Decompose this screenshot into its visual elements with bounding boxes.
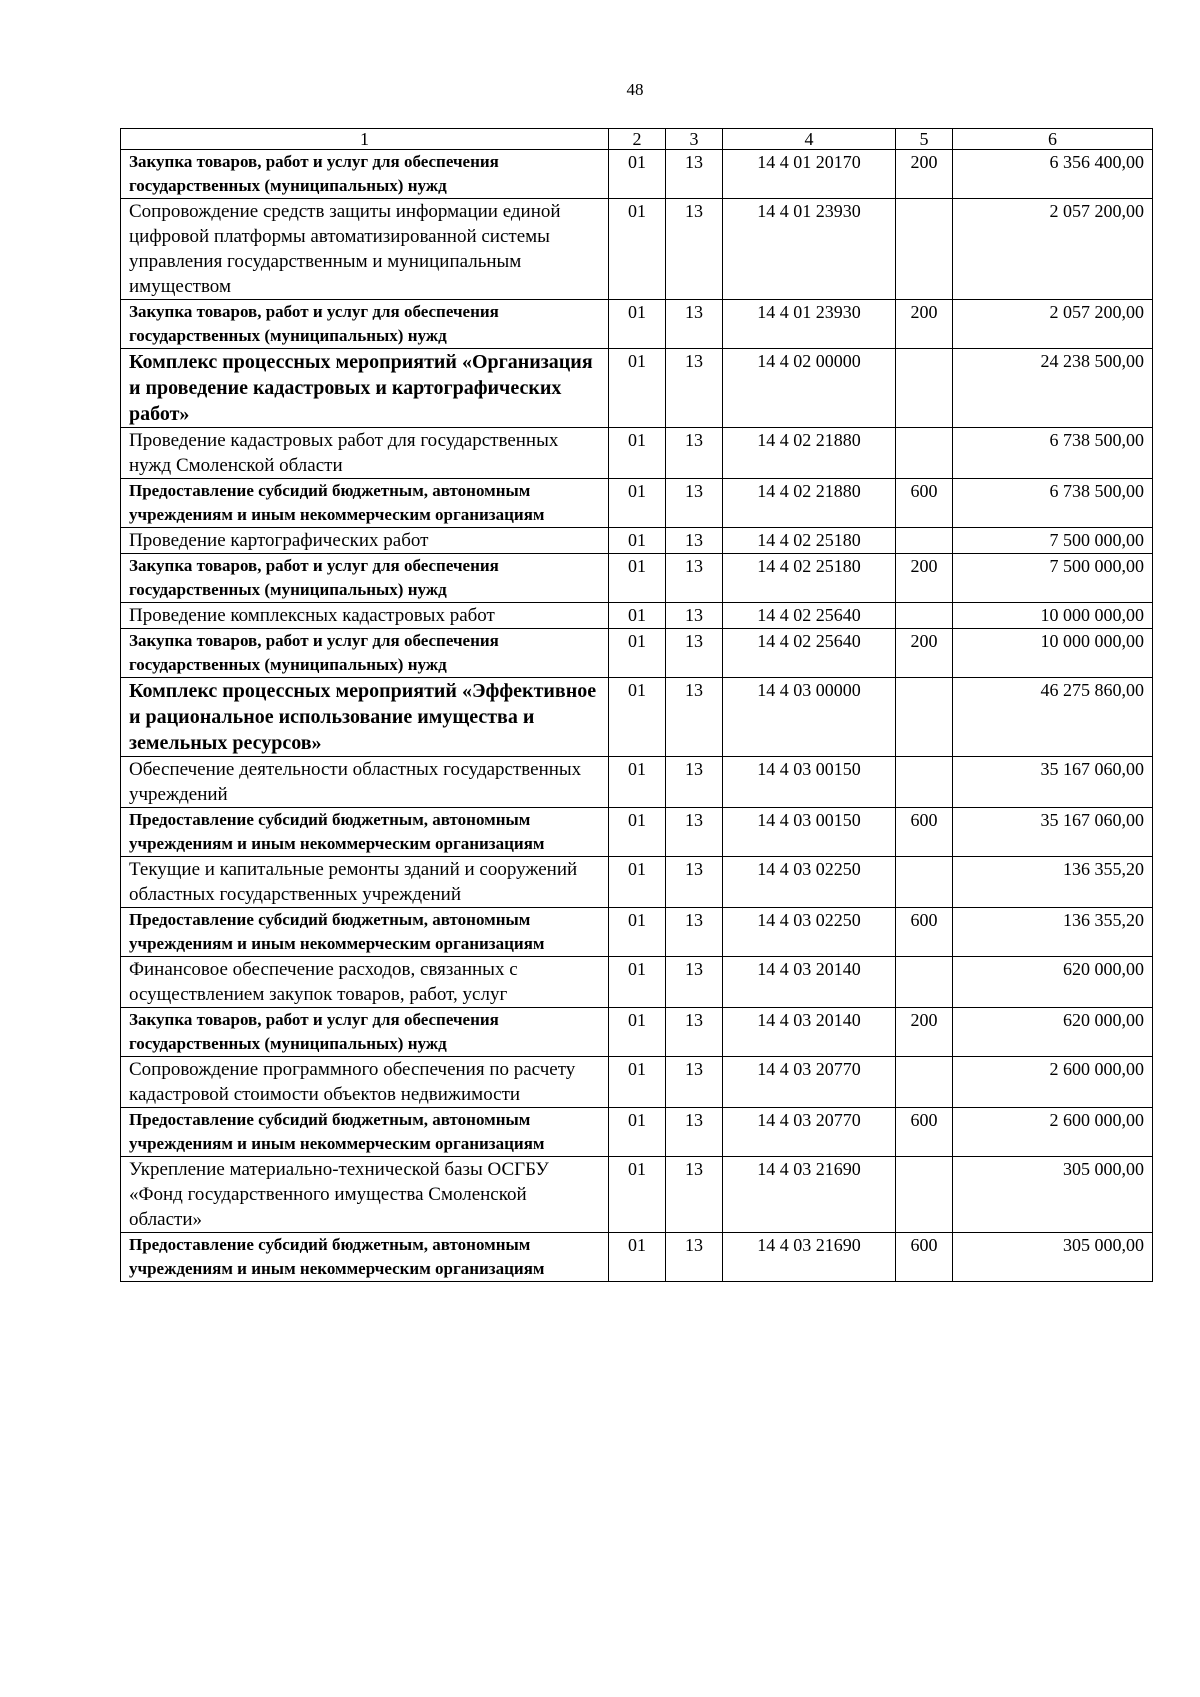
table-row [121,1057,1153,1108]
table-row [121,908,1153,957]
row-target-code-cell: 14 4 01 20170 [723,150,896,199]
row-amount-cell: 6 356 400,00 [953,150,1153,199]
row-subsection-cell: 13 [666,1008,723,1057]
row-name-cell: Комплекс процессных мероприятий «Эффективное и рациональное использование имущества и земельных ресурсов» [121,678,609,757]
row-target-code-cell: 14 4 02 25640 [723,603,896,629]
row-target-code-cell: 14 4 02 21880 [723,479,896,528]
row-target-code-cell: 14 4 03 21690 [723,1157,896,1233]
row-section-cell: 01 [609,857,666,908]
row-target-code-cell: 14 4 03 00150 [723,757,896,808]
table-row [121,349,1153,428]
row-expense-type-cell: 600 [896,479,953,528]
row-amount-cell: 24 238 500,00 [953,349,1153,428]
row-expense-type-cell: 600 [896,1108,953,1157]
page-number: 48 [626,80,644,99]
row-name-cell: Предоставление субсидий бюджетным, автономным учреждениям и иным некоммерческим организациям [121,908,609,957]
row-expense-type-cell: 600 [896,1233,953,1282]
budget-table [120,128,1153,1282]
row-subsection-cell: 13 [666,528,723,554]
row-section-cell: 01 [609,428,666,479]
row-subsection-cell: 13 [666,1108,723,1157]
row-section-cell: 01 [609,678,666,757]
row-section-cell: 01 [609,603,666,629]
column-header-1: 1 [121,129,609,150]
row-amount-cell: 7 500 000,00 [953,554,1153,603]
row-amount-cell: 2 600 000,00 [953,1057,1153,1108]
row-expense-type-cell: 200 [896,1008,953,1057]
table-row [121,199,1153,300]
row-target-code-cell: 14 4 01 23930 [723,199,896,300]
row-subsection-cell: 13 [666,150,723,199]
row-expense-type-cell: 200 [896,554,953,603]
row-name-cell: Сопровождение средств защиты информации единой цифровой платформы автоматизированной системы управления государственным и муниципальным имуществом [121,199,609,300]
row-section-cell: 01 [609,300,666,349]
row-amount-cell: 6 738 500,00 [953,428,1153,479]
row-amount-cell: 2 600 000,00 [953,1108,1153,1157]
row-amount-cell: 620 000,00 [953,1008,1153,1057]
row-amount-cell: 136 355,20 [953,857,1153,908]
column-header-6: 6 [953,129,1153,150]
row-section-cell: 01 [609,757,666,808]
row-section-cell: 01 [609,808,666,857]
row-section-cell: 01 [609,629,666,678]
row-name-cell: Предоставление субсидий бюджетным, автономным учреждениям и иным некоммерческим организациям [121,479,609,528]
row-target-code-cell: 14 4 03 02250 [723,857,896,908]
column-number-row [121,129,1153,150]
row-section-cell: 01 [609,1233,666,1282]
table-row [121,1008,1153,1057]
row-expense-type-cell [896,1157,953,1233]
row-target-code-cell: 14 4 03 00000 [723,678,896,757]
row-expense-type-cell: 200 [896,629,953,678]
row-target-code-cell: 14 4 03 20770 [723,1057,896,1108]
row-expense-type-cell [896,678,953,757]
row-amount-cell: 6 738 500,00 [953,479,1153,528]
row-section-cell: 01 [609,957,666,1008]
row-amount-cell: 35 167 060,00 [953,808,1153,857]
row-section-cell: 01 [609,528,666,554]
row-section-cell: 01 [609,1057,666,1108]
row-amount-cell: 305 000,00 [953,1157,1153,1233]
row-expense-type-cell [896,428,953,479]
row-target-code-cell: 14 4 02 25180 [723,554,896,603]
row-subsection-cell: 13 [666,1057,723,1108]
row-amount-cell: 10 000 000,00 [953,629,1153,678]
column-header-2: 2 [609,129,666,150]
row-name-cell: Закупка товаров, работ и услуг для обеспечения государственных (муниципальных) нужд [121,1008,609,1057]
row-expense-type-cell [896,603,953,629]
row-subsection-cell: 13 [666,199,723,300]
row-name-cell: Закупка товаров, работ и услуг для обеспечения государственных (муниципальных) нужд [121,629,609,678]
row-expense-type-cell: 200 [896,300,953,349]
row-name-cell: Проведение картографических работ [121,528,609,554]
row-name-cell: Комплекс процессных мероприятий «Организация и проведение кадастровых и картографических работ» [121,349,609,428]
table-row [121,150,1153,199]
row-subsection-cell: 13 [666,857,723,908]
row-target-code-cell: 14 4 02 25180 [723,528,896,554]
row-expense-type-cell [896,957,953,1008]
row-subsection-cell: 13 [666,757,723,808]
row-expense-type-cell: 600 [896,808,953,857]
table-row [121,629,1153,678]
table-row [121,808,1153,857]
row-target-code-cell: 14 4 02 21880 [723,428,896,479]
row-subsection-cell: 13 [666,908,723,957]
row-subsection-cell: 13 [666,300,723,349]
row-subsection-cell: 13 [666,1233,723,1282]
row-expense-type-cell: 600 [896,908,953,957]
row-expense-type-cell [896,857,953,908]
table-row [121,1108,1153,1157]
row-subsection-cell: 13 [666,428,723,479]
row-target-code-cell: 14 4 03 20140 [723,1008,896,1057]
column-header-4: 4 [723,129,896,150]
row-name-cell: Закупка товаров, работ и услуг для обеспечения государственных (муниципальных) нужд [121,300,609,349]
row-subsection-cell: 13 [666,349,723,428]
table-row [121,678,1153,757]
row-target-code-cell: 14 4 01 23930 [723,300,896,349]
table-row [121,428,1153,479]
table-row [121,857,1153,908]
row-amount-cell: 46 275 860,00 [953,678,1153,757]
row-section-cell: 01 [609,150,666,199]
table-row [121,757,1153,808]
row-section-cell: 01 [609,1008,666,1057]
table-row [121,957,1153,1008]
table-row [121,1157,1153,1233]
row-expense-type-cell [896,199,953,300]
table-row [121,1233,1153,1282]
row-expense-type-cell: 200 [896,150,953,199]
row-name-cell: Текущие и капитальные ремонты зданий и сооружений областных государственных учреждений [121,857,609,908]
row-subsection-cell: 13 [666,957,723,1008]
row-name-cell: Проведение кадастровых работ для государственных нужд Смоленской области [121,428,609,479]
row-name-cell: Предоставление субсидий бюджетным, автономным учреждениям и иным некоммерческим организациям [121,1108,609,1157]
row-name-cell: Закупка товаров, работ и услуг для обеспечения государственных (муниципальных) нужд [121,554,609,603]
row-section-cell: 01 [609,349,666,428]
table-row [121,479,1153,528]
row-section-cell: 01 [609,908,666,957]
row-subsection-cell: 13 [666,603,723,629]
row-name-cell: Сопровождение программного обеспечения по расчету кадастровой стоимости объектов недвижимости [121,1057,609,1108]
row-section-cell: 01 [609,479,666,528]
row-target-code-cell: 14 4 02 00000 [723,349,896,428]
table-row [121,603,1153,629]
column-header-5: 5 [896,129,953,150]
row-subsection-cell: 13 [666,629,723,678]
table-row [121,554,1153,603]
row-amount-cell: 136 355,20 [953,908,1153,957]
table-row [121,300,1153,349]
row-amount-cell: 35 167 060,00 [953,757,1153,808]
row-section-cell: 01 [609,199,666,300]
column-header-3: 3 [666,129,723,150]
row-name-cell: Предоставление субсидий бюджетным, автономным учреждениям и иным некоммерческим организациям [121,1233,609,1282]
row-name-cell: Закупка товаров, работ и услуг для обеспечения государственных (муниципальных) нужд [121,150,609,199]
row-amount-cell: 7 500 000,00 [953,528,1153,554]
row-target-code-cell: 14 4 03 02250 [723,908,896,957]
row-expense-type-cell [896,757,953,808]
row-target-code-cell: 14 4 03 21690 [723,1233,896,1282]
row-name-cell: Финансовое обеспечение расходов, связанных с осуществлением закупок товаров, работ, услуг [121,957,609,1008]
row-subsection-cell: 13 [666,678,723,757]
row-amount-cell: 305 000,00 [953,1233,1153,1282]
row-amount-cell: 10 000 000,00 [953,603,1153,629]
row-section-cell: 01 [609,554,666,603]
row-amount-cell: 620 000,00 [953,957,1153,1008]
row-section-cell: 01 [609,1108,666,1157]
row-expense-type-cell [896,1057,953,1108]
row-target-code-cell: 14 4 03 20770 [723,1108,896,1157]
row-subsection-cell: 13 [666,1157,723,1233]
row-subsection-cell: 13 [666,554,723,603]
row-name-cell: Проведение комплексных кадастровых работ [121,603,609,629]
row-name-cell: Обеспечение деятельности областных государственных учреждений [121,757,609,808]
row-target-code-cell: 14 4 02 25640 [723,629,896,678]
row-section-cell: 01 [609,1157,666,1233]
row-subsection-cell: 13 [666,479,723,528]
row-subsection-cell: 13 [666,808,723,857]
row-target-code-cell: 14 4 03 00150 [723,808,896,857]
row-name-cell: Укрепление материально-технической базы ОСГБУ «Фонд государственного имущества Смоленской области» [121,1157,609,1233]
row-amount-cell: 2 057 200,00 [953,199,1153,300]
row-amount-cell: 2 057 200,00 [953,300,1153,349]
row-name-cell: Предоставление субсидий бюджетным, автономным учреждениям и иным некоммерческим организациям [121,808,609,857]
row-target-code-cell: 14 4 03 20140 [723,957,896,1008]
table-row [121,528,1153,554]
table-body [121,150,1153,1282]
row-expense-type-cell [896,528,953,554]
row-expense-type-cell [896,349,953,428]
